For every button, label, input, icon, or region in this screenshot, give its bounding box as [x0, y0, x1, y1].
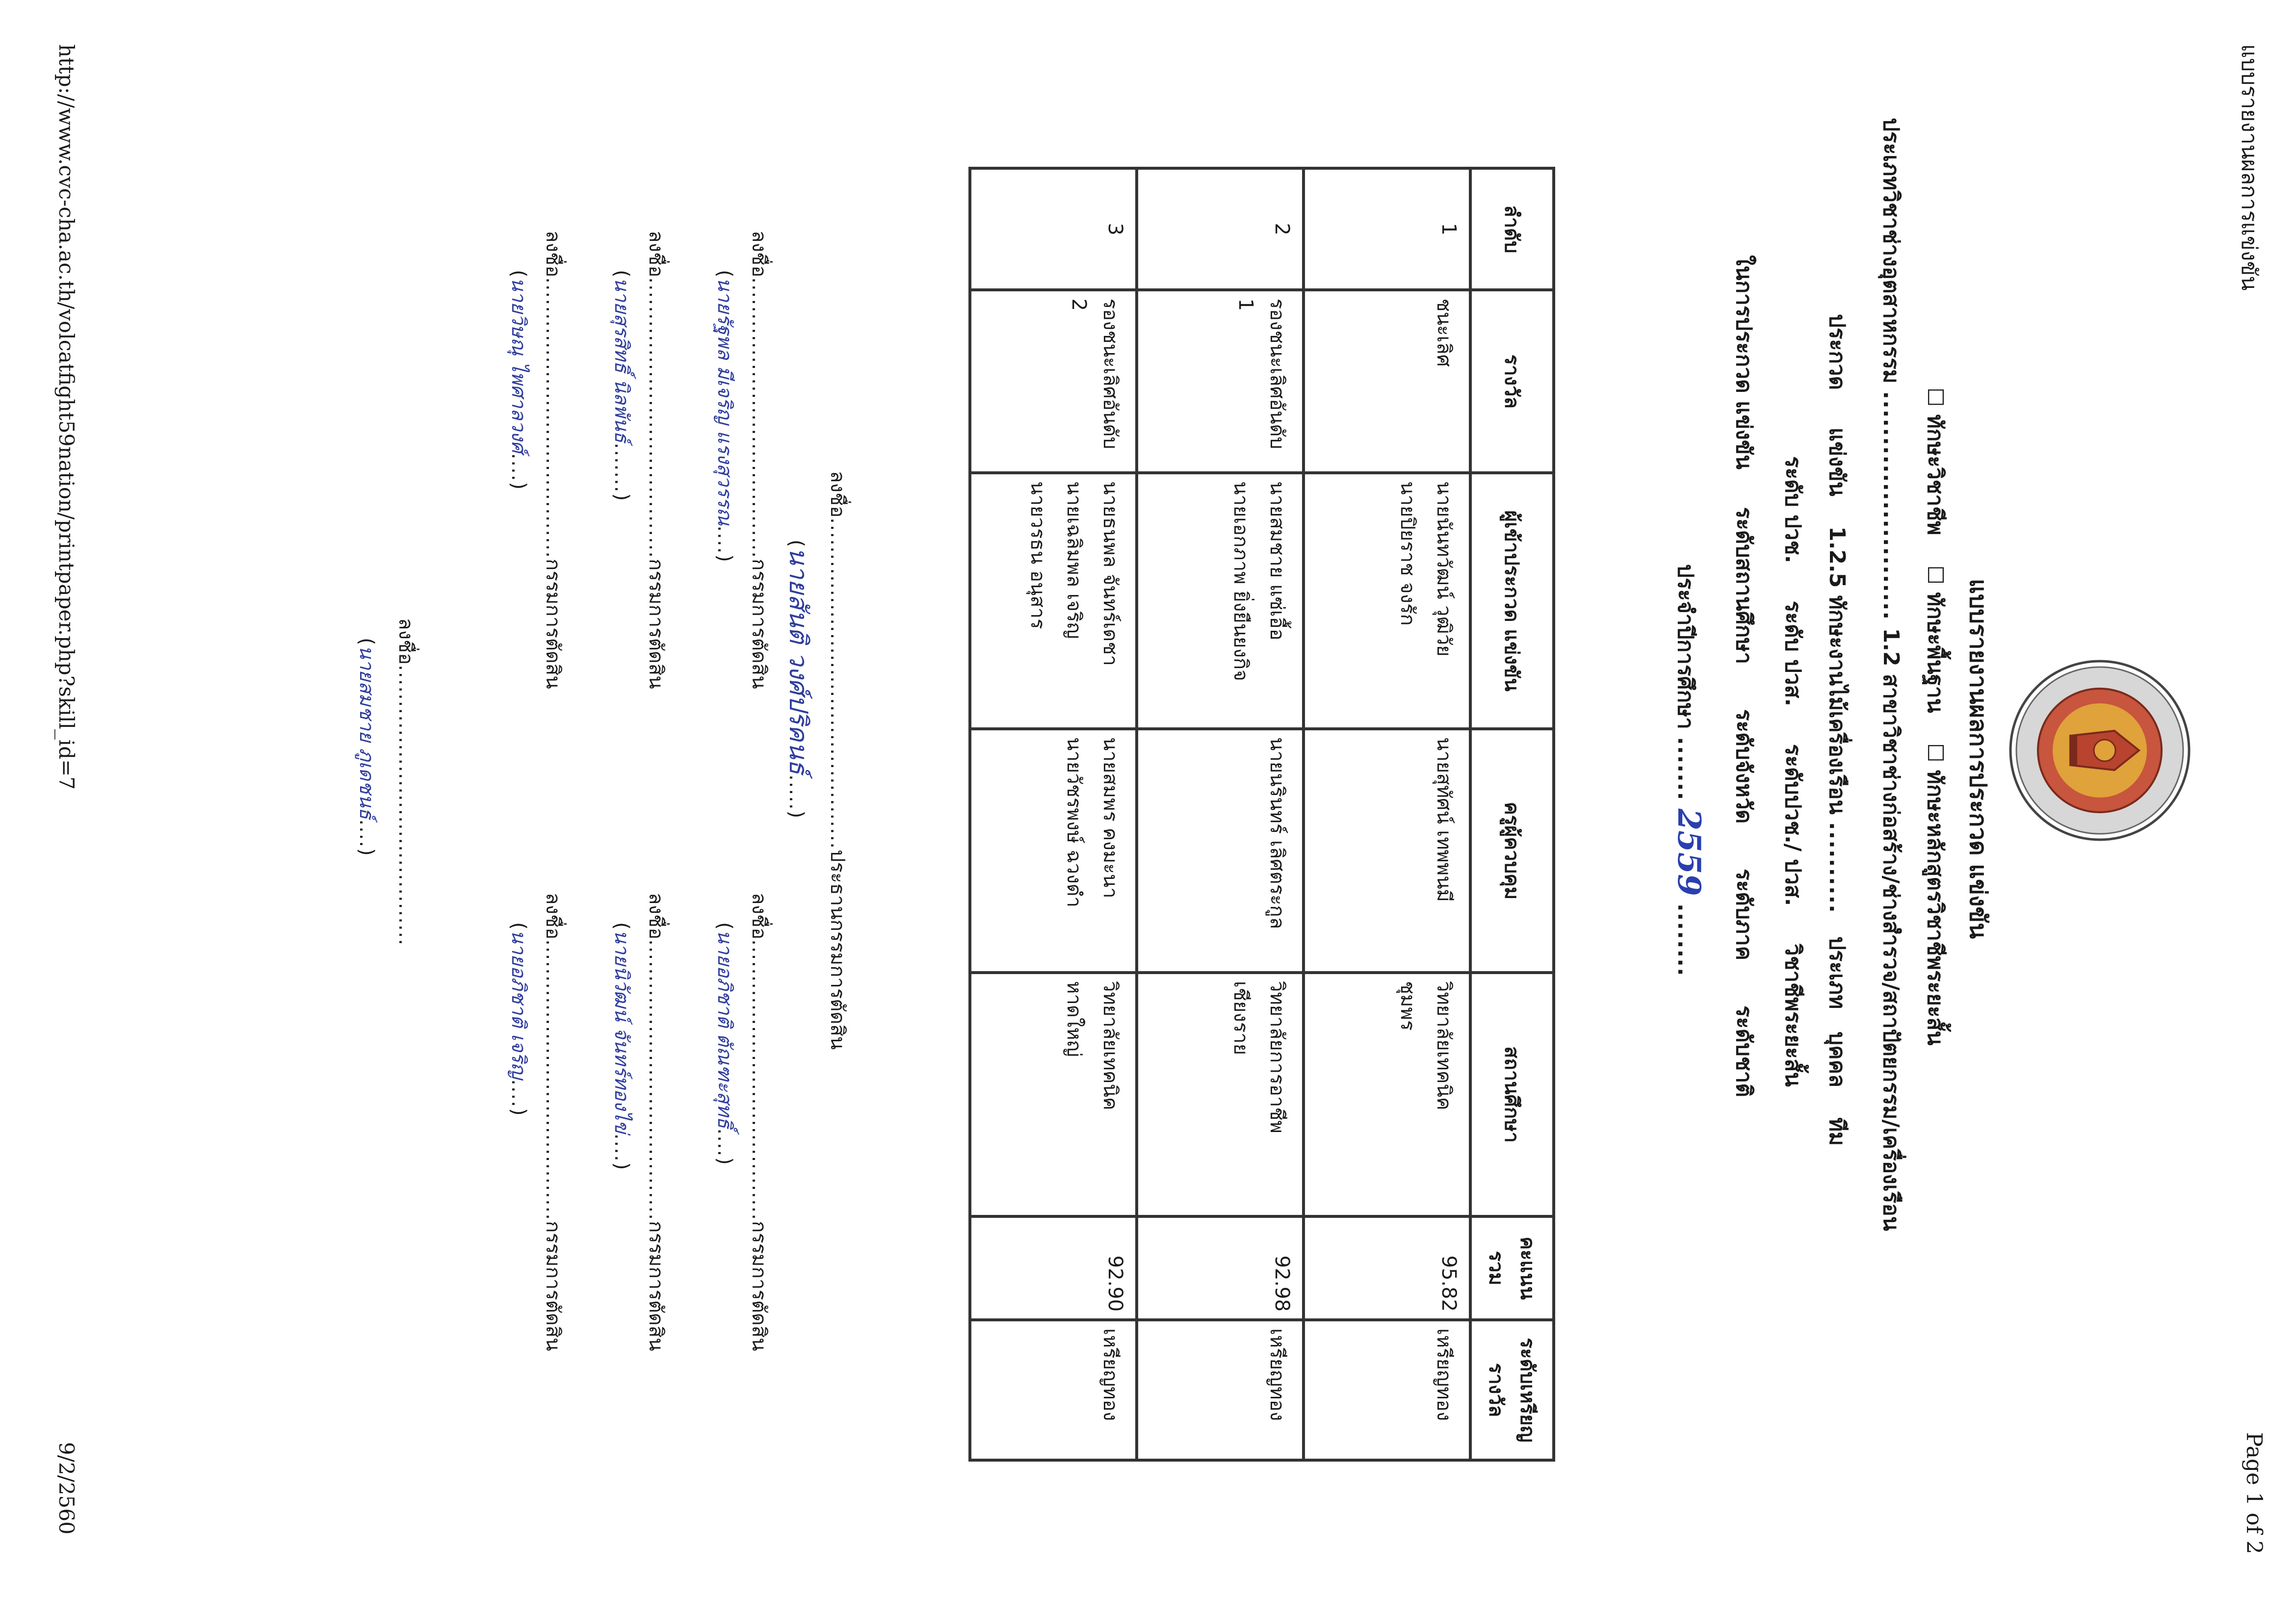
member-name-line: (นายสมชาย ภูเดชนธ์....) — [355, 638, 378, 856]
member-name-line: (นายนิวัฒน์ จันทร์ทองไข่....) — [610, 922, 633, 1170]
table-header-row — [1470, 168, 1554, 1460]
row-award — [1137, 290, 1304, 473]
teacher-name: นายสมพร คงมะนา — [1099, 737, 1122, 899]
school-name: ชุมพร — [1396, 981, 1419, 1031]
school-name: เชียงราย — [1229, 981, 1252, 1056]
member-role: กรรมการตัดสิน — [542, 1221, 564, 1351]
header-medal: ระดับเหรียญรางวัล — [1470, 1320, 1554, 1460]
award-rank: 1 — [1234, 298, 1257, 311]
member-name-line: (นายรัฐพล มีเจริญ แรงสุวรรณ....) — [713, 270, 736, 562]
competitor-name: นายสมชาย แซ่เอื้อ — [1266, 481, 1288, 641]
award-text: รองชนะเลิศอันดับ — [1099, 298, 1122, 449]
award-text: ชนะเลิศ — [1433, 298, 1455, 367]
sign-label: ลงชื่อ — [826, 471, 849, 518]
commission-logo — [2007, 657, 2193, 844]
chair-name: นายสันติ วงศ์ปริคนธ์ — [783, 547, 813, 775]
member-name: นายอภิชาติ ตัณฑะสุทธิ์ — [713, 929, 736, 1129]
row-school — [1137, 973, 1304, 1216]
member-name-line: (นายอภิชาติ เจริญ....) — [507, 922, 530, 1116]
competitor-name: นายนันทวัฒน์ วุฒิวัย — [1433, 481, 1455, 657]
type-line: ประเภทวิชาช่างอุตสาหกรรม ......................... 1.2 สาขาวิชาช่างก่อสร้าง/ช่างสำรวจ/สถาปัตยกรรม/เครื่องเรือน — [1879, 118, 1904, 1231]
row-school — [970, 973, 1137, 1216]
member-signature-line: ลงชื่อ.......................................กรรมการตัดสิน — [542, 893, 564, 1351]
school-name: วิทยาลัยการอาชีพ — [1266, 981, 1288, 1133]
competitor-name: นายวรธน อนุสาร — [1026, 481, 1049, 629]
member-signature-line: ลงชื่อ.......................................กรรมการตัดสิน — [542, 231, 564, 689]
row-medal: เหรียญทอง — [970, 1320, 1137, 1460]
skill-checkbox-2: ☐ — [1923, 565, 1948, 585]
contest-option-1: ประกวด — [1825, 314, 1850, 390]
row-teacher — [970, 729, 1137, 973]
sign-label: ลงชื่อ — [645, 893, 667, 940]
report-title: แบบรายงานผลการประกวด แข่งขัน — [1964, 579, 1992, 939]
table-row — [1304, 168, 1470, 1460]
member-role: กรรมการตัดสิน — [645, 1221, 667, 1351]
logo-seal-icon — [2007, 657, 2193, 844]
member-name: นายสมชาย ภูเดชนธ์ — [355, 645, 378, 820]
sign-label: ลงชื่อ — [394, 618, 417, 665]
category-team: ทีม — [1825, 1117, 1850, 1146]
member-role: กรรมการตัดสิน — [748, 1221, 770, 1351]
scope-national: ระดับชาติ — [1731, 1005, 1756, 1097]
row-medal: เหรียญทอง — [1137, 1320, 1304, 1460]
scope-region: ระดับภาค — [1731, 869, 1756, 961]
member-name-line: (นายสุรสิทธิ์ นิลพันธ์.......) — [610, 270, 633, 501]
skill-option-3: ทักษะหลักสูตรวิชาชีพระยะสั้น — [1923, 770, 1948, 1046]
member-signature-line: ลงชื่อ.......................................กรรมการตัดสิน — [645, 231, 667, 689]
page-header-right: Page 1 of 2 — [2242, 1432, 2267, 1554]
scope-line — [1727, 255, 1761, 1097]
row-school — [1304, 973, 1470, 1216]
footer-date: 9/2/2560 — [54, 1442, 78, 1535]
row-score: 92.90 — [970, 1216, 1137, 1320]
school-name: หาดใหญ่ — [1063, 981, 1085, 1057]
level-option-short-course: วิชาชีพระยะสั้น — [1780, 943, 1805, 1087]
row-order: 3 — [970, 168, 1137, 290]
level-line — [1776, 456, 1810, 1087]
type-label: ประเภทวิชาช่างอุตสาหกรรม — [1879, 118, 1904, 384]
scope-province: ระดับจังหวัด — [1731, 709, 1756, 824]
teacher-name: นายวัชรพงษ์ ฉวงดำ — [1063, 737, 1085, 908]
member-role: กรรมการตัดสิน — [748, 559, 770, 689]
member-name-line: (นายอภิชาติ ตัณฑะสุทธิ์....) — [713, 922, 736, 1165]
award-text: รองชนะเลิศอันดับ — [1266, 298, 1288, 449]
skill-label — [1918, 387, 1953, 1046]
level-option-vocational: ระดับ ปวช. — [1780, 456, 1805, 564]
scope-label: ในการประกวด แข่งขัน — [1731, 255, 1756, 470]
competitor-name: นายเฉลิมพล เจริญ — [1063, 481, 1085, 639]
member-role: กรรมการตัดสิน — [542, 559, 564, 689]
table-row — [1137, 168, 1304, 1460]
member-signature-line: ลงชื่อ.......................................กรรมการตัดสิน — [645, 893, 667, 1351]
contest-value: 1.2.5 ทักษะงานไม้เครื่องเรือน — [1825, 526, 1850, 815]
competitor-name: นายปิยราช จงรัก — [1396, 481, 1419, 626]
competitor-name: นายธนพล จันทร์เดชา — [1099, 481, 1122, 666]
skill-option-1: ทักษะวิชาชีพ — [1923, 414, 1948, 536]
competitor-name: นายเอกภาพ ยิ่งยืนยงกิจ — [1229, 481, 1252, 681]
chair-role: ประธานกรรมการตัดสิน — [826, 850, 849, 1050]
page-header-left: แบบรายงานผลการแข่งขัน — [2237, 44, 2262, 291]
row-score: 95.82 — [1304, 1216, 1470, 1320]
member-name: นายสุรสิทธิ์ นิลพันธ์ — [610, 277, 633, 443]
row-score: 92.98 — [1137, 1216, 1304, 1320]
member-signature-line: ลงชื่อ.......................................กรรมการตัดสิน — [748, 231, 770, 689]
member-role: กรรมการตัดสิน — [645, 559, 667, 689]
header-award: รางวัล — [1470, 290, 1554, 473]
member-name: นายวิษณุ ไพศาลวงศ์ — [507, 277, 530, 453]
sign-label: ลงชื่อ — [748, 893, 770, 940]
award-rank: 2 — [1068, 298, 1090, 311]
sign-label: ลงชื่อ — [542, 893, 564, 940]
row-competitors — [970, 473, 1137, 729]
sign-label: ลงชื่อ — [645, 231, 667, 278]
table-row — [970, 168, 1137, 1460]
level-option-high-vocational: ระดับ ปวส. — [1780, 600, 1805, 707]
member-signature-line: ลงชื่อ.......................................กรรมการตัดสิน — [748, 893, 770, 1351]
header-order: ลำดับ — [1470, 168, 1554, 290]
header-teacher: ครูผู้ควบคุม — [1470, 729, 1554, 973]
year-value: 2559 — [1670, 808, 1707, 896]
header-score: คะแนนรวม — [1470, 1216, 1554, 1320]
chair-name-line: (นายสันติ วงศ์ปริคนธ์.....) — [783, 540, 813, 819]
skill-checkbox-1: ☐ — [1923, 387, 1948, 407]
member-name: นายรัฐพล มีเจริญ แรงสุวรรณ — [713, 277, 736, 526]
member-name: นายนิวัฒน์ จันทร์ทองไข่ — [610, 929, 633, 1133]
year-line: ประจำปีการศึกษา ....... 2559 ........ — [1670, 564, 1707, 977]
scope-institution: ระดับสถานศึกษา — [1731, 507, 1756, 664]
row-order: 1 — [1304, 168, 1470, 290]
contest-option-2: แข่งขัน — [1825, 427, 1850, 496]
member-name: นายอภิชาติ เจริญ — [507, 929, 530, 1080]
header-competitors: ผู้เข้าประกวด แข่งขัน — [1470, 473, 1554, 729]
row-award — [1304, 290, 1470, 473]
year-label: ประจำปีการศึกษา — [1673, 564, 1698, 729]
category-label: ประเภท — [1825, 936, 1850, 1009]
level-option-both: ระดับปวช./ ปวส. — [1780, 744, 1805, 906]
row-award — [970, 290, 1137, 473]
school-name: วิทยาลัยเทคนิค — [1433, 981, 1455, 1110]
member-signature-line: ลงชื่อ....................................... — [394, 618, 417, 947]
school-name: วิทยาลัยเทคนิค — [1099, 981, 1122, 1110]
skill-checkbox-3: ☐ — [1923, 743, 1948, 763]
contest-line: ประกวด แข่งขัน 1.2.5 ทักษะงานไม้เครื่องเรือน .......... ประเภท บุคคล ทีม — [1825, 314, 1850, 1146]
type-value: 1.2 สาขาวิชาช่างก่อสร้าง/ช่างสำรวจ/สถาปัตยกรรม/เครื่องเรือน — [1879, 628, 1904, 1231]
row-teacher: นายสุทัศน์ เทพพนมี — [1304, 729, 1470, 973]
row-teacher: นายนรินทร์ เลิศตระกูล — [1137, 729, 1304, 973]
header-school: สถานศึกษา — [1470, 973, 1554, 1216]
results-table — [968, 167, 1555, 1462]
row-order: 2 — [1137, 168, 1304, 290]
row-competitors — [1137, 473, 1304, 729]
row-medal: เหรียญทอง — [1304, 1320, 1470, 1460]
chair-signature-line: ลงชื่อ..............................................ประธานกรรมการตัดสิน — [826, 471, 849, 1050]
sign-label: ลงชื่อ — [748, 231, 770, 278]
footer-url: http://www.cvc-cha.ac.th/volcatfight59nation/printpaper.php?skill_id=7 — [54, 44, 78, 790]
skill-option-2: ทักษะพื้นฐาน — [1923, 592, 1948, 713]
sign-label: ลงชื่อ — [542, 231, 564, 278]
member-name-line: (นายวิษณุ ไพศาลวงศ์....) — [507, 270, 530, 490]
row-competitors — [1304, 473, 1470, 729]
category-person: บุคคล — [1825, 1031, 1850, 1087]
